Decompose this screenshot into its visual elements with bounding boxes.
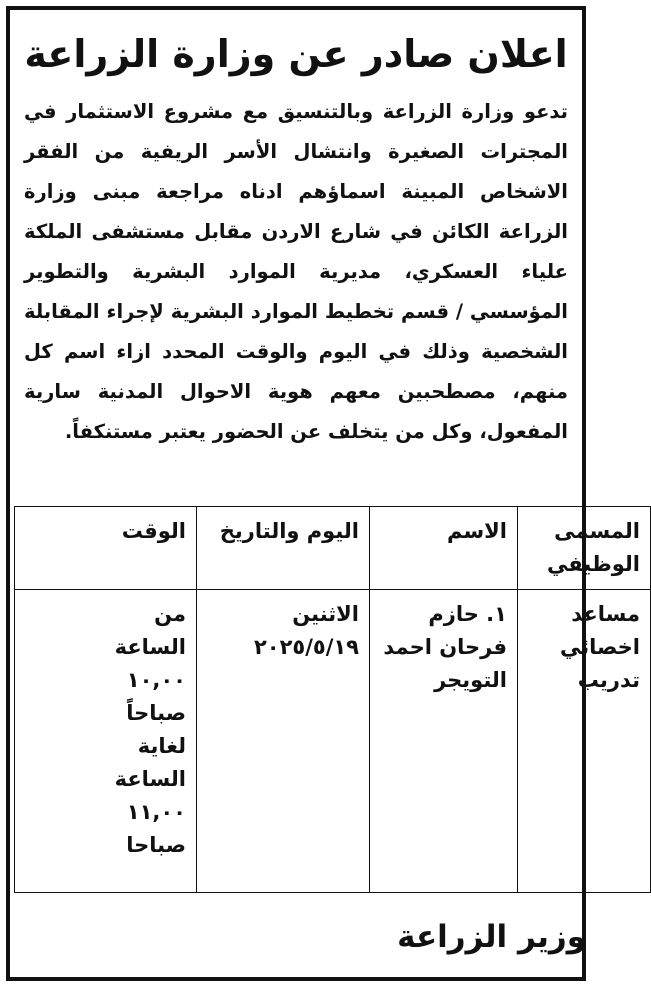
cell-time bbox=[15, 590, 197, 893]
header-job-title: المسمى الوظيفي bbox=[518, 507, 651, 590]
time-line: صباحاً bbox=[126, 701, 186, 725]
time-line: الساعة bbox=[114, 767, 186, 791]
header-day-date: اليوم والتاريخ bbox=[197, 507, 370, 590]
cell-job-title: مساعد اخصائي تدريب bbox=[518, 590, 651, 893]
time-line: صباحا bbox=[126, 833, 186, 857]
announcement-body: تدعو وزارة الزراعة وبالتنسيق مع مشروع الاستثمار في المجترات الصغيرة وانتشال الأسر الريفية من الفقر الاشخاص المبينة اسماؤهم ادناه مراجعة مبنى وزارة الزراعة الكائن في شارع الاردن مقابل مستشفى الملكة علياء العسكري، مديرية الموارد البشرية والتطوير المؤسسي / قسم تخطيط الموارد البشرية لإجراء المقابلة الشخصية وذلك في اليوم والوقت المحدد ازاء اسم كل منهم، مصطحبين معهم هوية الاحوال المدنية سارية المفعول، وكل من يتخلف عن الحضور يعتبر مستنكفاً. bbox=[24, 100, 568, 443]
time-line: ١١,٠٠ bbox=[126, 800, 186, 824]
cell-name: ١. حازم فرحان احمد التويجر bbox=[370, 590, 518, 893]
time-line: لغاية bbox=[137, 734, 186, 758]
time-line: الساعة bbox=[114, 635, 186, 659]
cell-date: ٢٠٢٥/٥/١٩ bbox=[253, 635, 359, 659]
cell-day: الاثنين bbox=[292, 602, 359, 626]
cell-day-date bbox=[197, 590, 370, 893]
header-time: الوقت bbox=[15, 507, 197, 590]
header-name: الاسم bbox=[370, 507, 518, 590]
time-line: ١٠,٠٠ bbox=[126, 668, 186, 692]
table-header-row bbox=[15, 507, 651, 590]
table-row bbox=[15, 590, 651, 893]
time-line: من bbox=[154, 602, 186, 626]
announcement-title: اعلان صادر عن وزارة الزراعة bbox=[24, 32, 568, 76]
interview-table bbox=[14, 506, 651, 893]
signature: وزير الزراعة bbox=[397, 919, 586, 955]
